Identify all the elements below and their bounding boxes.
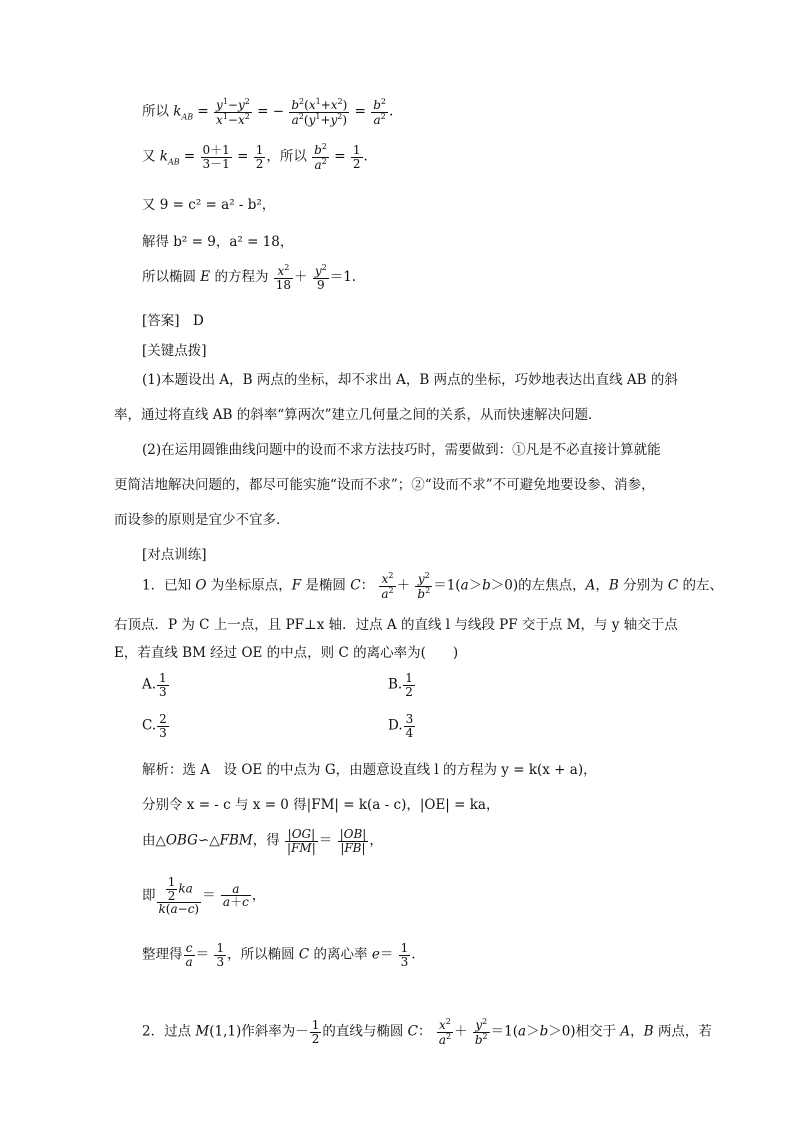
key-point-2-line-2: 更简洁地解决问题的，都尽可能实施“设而不求”；②“设而不求”不可避免地要设参、消参， xyxy=(114,477,655,493)
option-b: B. $\frac{1}{2}$ xyxy=(388,671,413,699)
solution-line-3: 由△OBG∽△FBM，得 $\frac{|OG|}{|FM|}$ ＝ $\frac{|OB|}{|FB|}$ ， xyxy=(142,827,383,855)
option-c: C. $\frac{2}{3}$ xyxy=(142,712,167,740)
training-heading: [对点训练] xyxy=(142,547,207,563)
solution-line-5: 整理得 $\frac{c}{a}$ ＝ $\frac{1}{3}$ ，所以椭圆 C 的离心率 e＝ $\frac{1}{3}$ . xyxy=(142,941,416,969)
solution-line-4: 即 $\frac{1}{2}$ ka k(a−c) ＝ $\frac{a}{a+c}$ ， xyxy=(142,875,266,917)
line-kab-derivation: 所以 $k_{AB}$ = $\frac{y^1-y^2}{x^1-x^2}$ = − $\frac{b^2(x^1+x^2)}{a^2(y^1+y^2)}$ = $\frac{b^2}{a^2}$ . xyxy=(142,97,394,127)
solution-line-2: 分别令 x = - c 与 x = 0 得|FM| = k(a - c)，|OE| = ka， xyxy=(142,797,500,813)
key-points-heading: [关键点拨] xyxy=(142,343,207,359)
question-1-line-2: 右顶点．P 为 C 上一点，且 PF⊥x 轴．过点 A 的直线 l 与线段 PF 交于点 M，与 y 轴交于点 xyxy=(114,617,678,633)
key-point-2-line-3: 而设参的原则是宜少不宜多． xyxy=(114,512,290,528)
line-kab-value: 又 $k_{AB}$ = $\frac{0+1}{3-1}$ = $\frac{1}{2}$ ，所以 $\frac{b^2}{a^2}$ = $\frac{1}{2}$ . xyxy=(142,142,368,172)
key-point-1-line-2: 率，通过将直线 AB 的斜率“算两次”建立几何量之间的关系，从而快速解决问题． xyxy=(114,407,602,423)
option-d: D. $\frac{3}{4}$ xyxy=(388,712,414,740)
key-point-1-line-1: (1)本题设出 A，B 两点的坐标，却不求出 A，B 两点的坐标，巧妙地表达出直线 AB 的斜 xyxy=(142,372,678,388)
question-1-line-1: 1．已知 O 为坐标原点，F 是椭圆 C： $\frac{x^2}{a^2}$ ＋ $\frac{y^2}{b^2}$ ＝1(a＞b＞0)的左焦点，A，B 分别为 C 的左、 xyxy=(142,571,724,601)
question-1-line-3: E，若直线 BM 经过 OE 的中点，则 C 的离心率为( ) xyxy=(114,645,459,661)
solution-line-1: 解析：选 A 设 OE 的中点为 G，由题意设直线 l 的方程为 y = k(x + a)， xyxy=(142,762,597,778)
key-point-2-line-1: (2)在运用圆锥曲线问题中的设而不求方法技巧时，需要做到：①凡是不必直接计算就能 xyxy=(142,442,661,458)
option-a: A. $\frac{1}{3}$ xyxy=(142,671,167,699)
line-solve: 解得 b² = 9，a² = 18， xyxy=(142,234,294,250)
answer: [答案] D xyxy=(142,313,204,329)
line-c-relation: 又 9 = c² = a² - b²， xyxy=(142,197,276,213)
question-2-line-1: 2．过点 M(1,1)作斜率为－ $\frac{1}{2}$ 的直线与椭圆 C： $\frac{x^2}{a^2}$ ＋ $\frac{y^2}{b^2}$ ＝1(a＞b＞0)相交于 A，B 两点，若 xyxy=(142,1017,712,1047)
line-ellipse-equation: 所以椭圆 E 的方程为 $\frac{x^2}{18}$ ＋ $\frac{y^2}{9}$ ＝1. xyxy=(142,263,357,292)
